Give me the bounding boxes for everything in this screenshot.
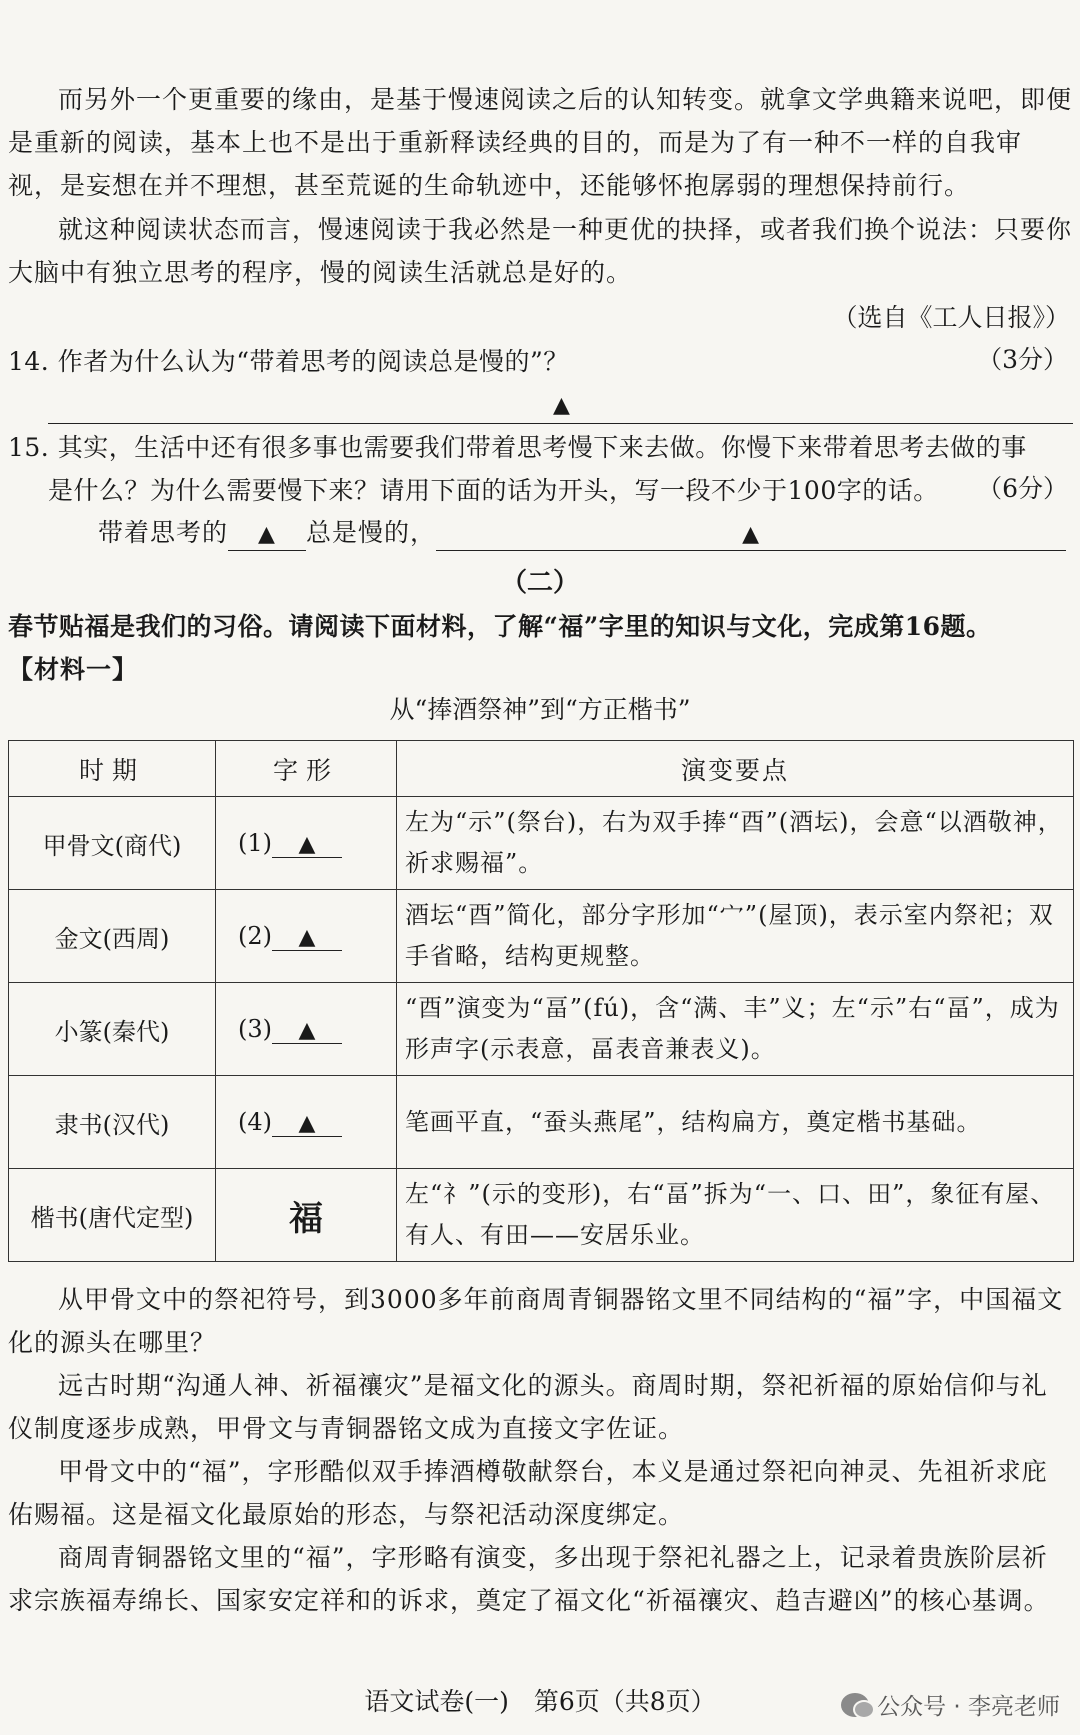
table-row: [9, 983, 1074, 1076]
section-intro: 春节贴福是我们的习俗。请阅读下面材料，了解“福”字里的知识与文化，完成第16题。: [8, 612, 992, 641]
table-row: [9, 797, 1074, 890]
header-glyph: 字形: [216, 741, 397, 797]
period-cell: 楷书(唐代定型): [9, 1169, 216, 1262]
fill-blank-2[interactable]: [436, 518, 1066, 551]
evolution-table: [8, 740, 1074, 1262]
question-15-score: （6分）: [977, 474, 1068, 503]
item-number: (3): [238, 1014, 272, 1043]
material-label: 【材料一】: [8, 655, 139, 684]
fu-character: 福: [289, 1198, 323, 1239]
after-table-paragraph-1: 从甲骨文中的祭祀符号，到3000多年前商周青铜器铭文里不同结构的“福”字，中国福文化的源头在哪里？: [8, 1285, 1064, 1357]
glyph-cell: [216, 1169, 397, 1262]
question-14-score: （3分）: [977, 345, 1068, 374]
answer-mark: ▲: [298, 924, 316, 950]
item-number: (2): [238, 921, 272, 950]
fill-blank-1[interactable]: [228, 518, 306, 551]
blank-1-mark: ▲: [258, 522, 276, 547]
answer-blank[interactable]: [272, 1015, 342, 1044]
watermark: [841, 1688, 1060, 1721]
answer-mark: ▲: [298, 1110, 316, 1136]
answer-blank[interactable]: [272, 1108, 342, 1137]
passage-source: （选自《工人日报》）: [832, 303, 1070, 332]
after-table-paragraph-4: 商周青铜器铭文里的“福”，字形略有演变，多出现于祭祀礼器之上，记录着贵族阶层祈求宗族福寿绵长、国家安定祥和的诉求，奠定了福文化“祈福禳灾、趋吉避凶”的核心基调。: [8, 1543, 1050, 1615]
after-table-paragraph-3: 甲骨文中的“福”，字形酷似双手捧酒樽敬献祭台，本义是通过祭祀向神灵、先祖祈求庇佑赐福。这是福文化最原始的形态，与祭祀活动深度绑定。: [8, 1457, 1048, 1529]
blank-2-mark: ▲: [742, 522, 760, 547]
answer-blank[interactable]: [272, 829, 342, 858]
watermark-text: 公众号 · 李亮老师: [877, 1694, 1060, 1720]
table-title: 从“捧酒祭神”到“方正楷书”: [389, 695, 691, 724]
period-cell: 金文(西周): [9, 890, 216, 983]
glyph-cell[interactable]: [216, 983, 397, 1076]
evolution-point: “酉”演变为“畐”(fú)，含“满、丰”义；左“示”右“畐”，成为形声字(示表意，畐表音兼表义)。: [397, 983, 1074, 1076]
glyph-cell[interactable]: [216, 797, 397, 890]
question-15-prompt: [98, 515, 1073, 551]
item-number: (4): [238, 1107, 272, 1136]
question-14-answer-line[interactable]: [48, 393, 1073, 424]
glyph-cell[interactable]: [216, 1076, 397, 1169]
item-number: (1): [238, 828, 272, 857]
answer-mark: ▲: [298, 1017, 316, 1043]
section-heading: （二）: [500, 568, 579, 598]
prompt-prefix: 带着思考的: [98, 518, 229, 547]
passage-paragraph-2: 就这种阅读状态而言，慢速阅读于我必然是一种更优的抉择，或者我们换个说法：只要你大脑中有独立思考的程序，慢的阅读生活就总是好的。: [8, 215, 1073, 287]
prompt-middle: 总是慢的，: [306, 518, 437, 547]
evolution-point: 左为“示”(祭台)，右为双手捧“酉”(酒坛)，会意“以酒敬神，祈求赐福”。: [397, 797, 1074, 890]
table-row: [9, 1076, 1074, 1169]
glyph-cell[interactable]: [216, 890, 397, 983]
header-period: 时期: [9, 741, 216, 797]
answer-mark: ▲: [553, 393, 570, 418]
table-header-row: [9, 741, 1074, 797]
header-points: 演变要点: [397, 741, 1074, 797]
table-row: [9, 1169, 1074, 1262]
passage-paragraph-1: 而另外一个更重要的缘由，是基于慢速阅读之后的认知转变。就拿文学典籍来说吧，即便是重新的阅读，基本上也不是出于重新释读经典的目的，而是为了有一种不一样的自我审视，是妄想在并不理想，甚至荒诞的生命轨迹中，还能够怀抱孱弱的理想保持前行。: [8, 85, 1073, 200]
answer-blank[interactable]: [272, 922, 342, 951]
table-row: [9, 890, 1074, 983]
evolution-point: 酒坛“酉”简化，部分字形加“宀”(屋顶)，表示室内祭祀；双手省略，结构更规整。: [397, 890, 1074, 983]
period-cell: 甲骨文(商代): [9, 797, 216, 890]
wechat-icon: [841, 1693, 869, 1717]
question-15-line-1: 15. 其实，生活中还有很多事也需要我们带着思考慢下来去做。你慢下来带着思考去做的事: [8, 433, 1027, 462]
period-cell: 隶书(汉代): [9, 1076, 216, 1169]
answer-mark: ▲: [298, 831, 316, 857]
evolution-point: 笔画平直，“蚕头燕尾”，结构扁方，奠定楷书基础。: [397, 1076, 1074, 1169]
period-cell: 小篆(秦代): [9, 983, 216, 1076]
question-14: 14. 作者为什么认为“带着思考的阅读总是慢的”？: [8, 347, 569, 376]
evolution-point: 左“礻”(示的变形)，右“畐”拆为“一、口、田”，象征有屋、有人、有田——安居乐业。: [397, 1169, 1074, 1262]
page-footer: 语文试卷(一) 第6页（共8页）: [364, 1687, 716, 1716]
after-table-paragraph-2: 远古时期“沟通人神、祈福禳灾”是福文化的源头。商周时期，祭祀祈福的原始信仰与礼仪制度逐步成熟，甲骨文与青铜器铭文成为直接文字佐证。: [8, 1371, 1048, 1443]
question-15-line-2: 是什么？为什么需要慢下来？请用下面的话为开头，写一段不少于100字的话。: [48, 476, 939, 505]
